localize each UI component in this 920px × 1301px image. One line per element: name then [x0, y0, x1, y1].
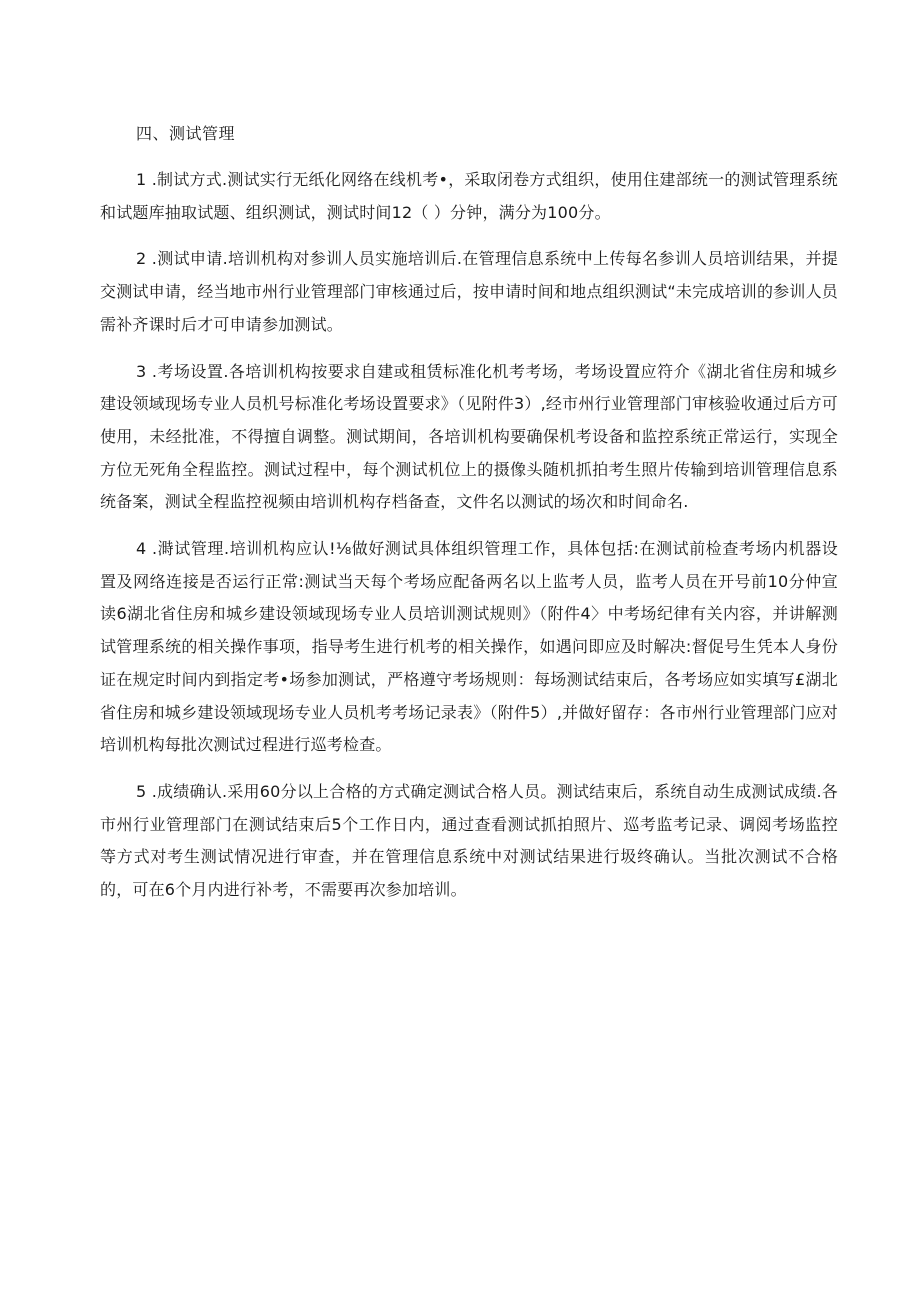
paragraph-exam-application: 2 .测试申请.培训机构对参训人员实施培训后.在管理信息系统中上传每名参训人员培训结果，并提交测试申请，经当地市州行业管理部门审核通过后，按申请时间和地点组织测试“未完成培训的参训人员需补齐课时后才可申请参加测试。: [100, 249, 838, 334]
document-body: [100, 118, 838, 907]
paragraph-exam-management: 4 .溡试管理.培训机构应认!⅛做好测试具体组织管理工作，具体包括:在测试前检查考场内机器设置及网络连接是否运行正常:测试当天每个考场应配备两名以上监考人员，监考人员在开号前10分仲宣读6湖北省住房和城乡建设领域现场专业人员培训测试规则》（附件4〉中考场纪律有关内容，并讲解测试管理系统的相关操作事项，指导考生进行机考的相关操作，如遇问即应及时解决:督促号生凭本人身份证在规定时间内到指定考•场参加测试，严格遵守考场规则：每场测试结束后，各考场应如实填写£湖北省住房和城乡建设领域现场专业人员机考考场记录表》（附件5）,并做好留存：各市州行业管理部门应对培训机构每批次测试过程进行巡考检查。: [100, 539, 838, 755]
paragraph-score-confirmation: 5 .成绩确认.采用60分以上合格的方式确定测试合格人员。测试结束后，系统自动生成测试成绩.各市州行业管理部门在测试结束后5个工作日内，通过查看测试抓拍照片、巡考监考记录、调阅考场监控等方式对考生测试情况进行审查，并在管理信息系统中对测试结果进行圾终确认。当批次测试不合格的，可在6个月内进行补考，不需要再次参加培训。: [100, 781, 838, 900]
paragraph-exam-room-setup: 3 .考场设置.各培训机构按要求自建或租赁标准化机考考场，考场设置应符介《湖北省住房和城乡建设领域现场专业人员机号标准化考场设置要求》（见附件3）,经市州行业管理部门审核验收通过后方可使用，未经批准，不得擅自调整。测试期间，各培训机构要确保机考设备和监控系统正常运行，实现全方位无死角全程监控。测试过程中，每个测试机位上的摄像头随机抓拍考生照片传输到培训管理信息系统备案，测试全程监控视频由培训机构存档备查，文件名以测试的场次和时间命名.: [100, 361, 838, 512]
section-heading: 四、测试管理: [136, 124, 236, 143]
paragraph-exam-method: 1 .制试方式.测试实行无纸化网络在线机考•，采取闭卷方式组织，使用住建部统一的测试管理系统和试题库抽取试题、组织测试，测试时间12（ ）分钟，满分为100分。: [100, 170, 838, 222]
